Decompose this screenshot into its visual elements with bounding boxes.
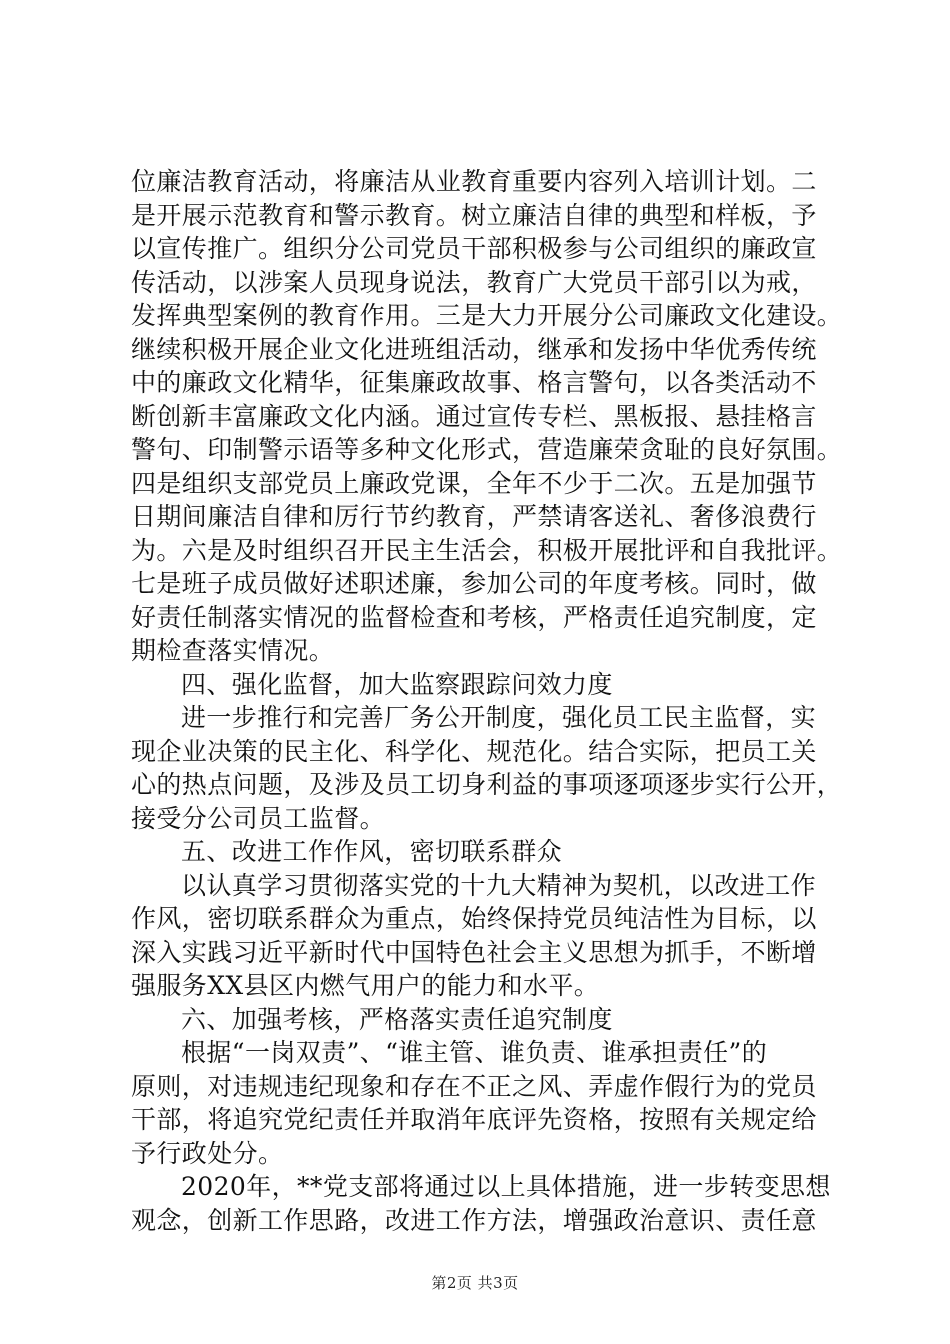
document-body (131, 165, 843, 1237)
text-line: 强服务XX县区内燃气用户的能力和水平。 (131, 971, 600, 1000)
text-line: 是开展示范教育和警示教育。树立廉洁自律的典型和样板，予 (131, 200, 817, 230)
text-line: 发挥典型案例的教育作用。三是大力开展分公司廉政文化建设。 (131, 301, 843, 330)
text-line: 干部，将追究党纪责任并取消年底评先资格，按照有关规定给 (131, 1105, 817, 1134)
text-line: 进一步推行和完善厂务公开制度，强化员工民主监督，实 (181, 703, 817, 732)
text-line: 为。六是及时组织召开民主生活会，积极开展批评和自我批评。 (131, 535, 843, 565)
text-line: 期检查落实情况。 (131, 636, 335, 665)
text-line: 四是组织支部党员上廉政党课，全年不少于二次。五是加强节 (131, 468, 817, 498)
text-line: 位廉洁教育活动，将廉洁从业教育重要内容列入培训计划。二 (131, 167, 817, 196)
section-heading: 四、强化监督，加大监察跟踪问效力度 (181, 669, 613, 699)
page-number-footer: 第2页 共3页 (431, 1274, 519, 1292)
text-line: 日期间廉洁自律和厉行节约教育，严禁请客送礼、奢侈浪费行 (131, 502, 817, 531)
text-line: 现企业决策的民主化、科学化、规范化。结合实际，把员工关 (131, 736, 817, 766)
text-line: 中的廉政文化精华，征集廉政故事、格言警句，以各类活动不 (131, 368, 817, 397)
text-line: 予行政处分。 (131, 1138, 284, 1168)
text-line: 观念，创新工作思路，改进工作方法，增强政治意识、责任意 (131, 1205, 817, 1235)
text-line: 传活动，以涉案人员现身说法，教育广大党员干部引以为戒， (131, 267, 817, 297)
text-line: 断创新丰富廉政文化内涵。通过宣传专栏、黑板报、悬挂格言 (131, 401, 817, 431)
section-heading: 六、加强考核，严格落实责任追究制度 (181, 1004, 613, 1034)
text-line: 深入实践习近平新时代中国特色社会主义思想为抓手，不断增 (131, 937, 817, 967)
text-line: 心的热点问题，及涉及员工切身利益的事项逐项逐步实行公开， (131, 770, 843, 799)
text-line: 警句、印制警示语等多种文化形式，营造廉荣贪耻的良好氛围。 (131, 435, 843, 464)
text-line: 2020年，**党支部将通过以上具体措施，进一步转变思想 (181, 1172, 831, 1201)
text-line: 以宣传推广。组织分公司党员干部积极参与公司组织的廉政宣 (131, 234, 817, 263)
text-line: 根据“一岗双责”、“谁主管、谁负责、谁承担责任”的 (181, 1038, 768, 1067)
text-line: 继续积极开展企业文化进班组活动，继承和发扬中华优秀传统 (131, 334, 817, 364)
section-heading: 五、改进工作作风，密切联系群众 (181, 837, 563, 866)
text-line: 七是班子成员做好述职述廉，参加公司的年度考核。同时，做 (131, 569, 817, 598)
text-line: 作风，密切联系群众为重点，始终保持党员纯洁性为目标，以 (131, 904, 817, 933)
text-line: 原则，对违规违纪现象和存在不正之风、弄虚作假行为的党员 (131, 1071, 817, 1101)
text-line: 接受分公司员工监督。 (131, 803, 386, 833)
text-line: 以认真学习贯彻落实党的十九大精神为契机，以改进工作 (181, 870, 817, 900)
text-line: 好责任制落实情况的监督检查和考核，严格责任追究制度，定 (131, 602, 817, 632)
